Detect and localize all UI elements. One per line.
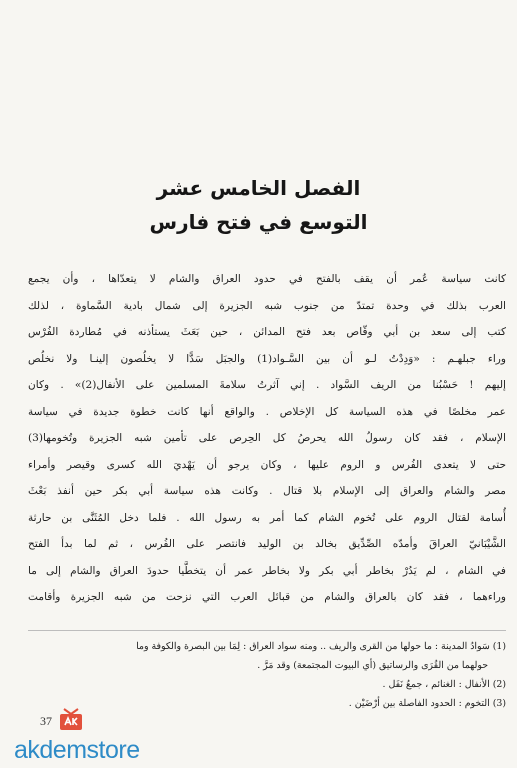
body-line: وراء جبلهـم : «وَدِدْتُ لـو أن بين السَّـواد(1) والجبَل سَدًّا لا يخلُصون إلينـا ولا نخلُص [28, 352, 506, 365]
body-text [28, 266, 506, 611]
footnote-2: (2) الأنفال : الغنائم ، جمعُ نَفَل . [382, 679, 506, 690]
chapter-number-title: الفصل الخامس عشر [156, 176, 361, 200]
body-line: أُسامة لقتال الروم على تُخوم الشام كما أمر به رسول الله . فلما دخل المُثَنَّى بن حارثة [28, 511, 506, 524]
body-line: إليهم ! حَسْبُنا من الريف السَّواد . إني آثرتُ سلامةَ المسلمين على الأنفال(2)» . وكان [28, 379, 506, 391]
footnotes [28, 637, 506, 713]
body-line: مصر والشام والعراق إلى الإسلام بلا قتال . وكانت هذه سياسة أبي بكر حين أنفذ بَعْثَ [28, 485, 506, 497]
footnote-1: (1) سَوادُ المدينة : ما حولها من القرى والريف .. ومنه سواد العراق : لِمَا بين البصرة والكوفة وما [136, 641, 506, 652]
page-number: 37 [40, 714, 52, 728]
body-line: وراءهما ، فقد كان بالعراق والشام من قبائل العرب التي نزحت من شبه الجزيرة وأقامت [28, 591, 506, 603]
body-line: كتب إلى سعد بن أبي وقّاص بعد فتح المدائن ، حين بَعَثَ يستأذنه في مُطاردة الفُرْس [28, 326, 506, 338]
body-line: العرب بذلك في وحدة تمتدّ من جنوب شبه الجزيرة إلى شمال بادية السَّماوة ، لذلك [28, 299, 506, 312]
store-name: akdemstore [14, 736, 140, 764]
footnote-3: (3) التخوم : الحدود الفاصلة بين أرْضَيْن . [348, 698, 506, 709]
body-line: كانت سياسة عُمر أن يقف بالفتح في حدود العراق والشام لا يتعدّاها ، وأن يجمع [28, 273, 506, 285]
body-line: الشَّيْبَانيّ العراقَ وأمدّه الصِّدِّيق بخالد بن الوليد فانتصر على الفُرس ، ثم لما بدأ الفتح [28, 538, 506, 550]
footnote-1-continued: حولهما من القُرَى والرساتيق (أي البيوت المجتمعة) وقد مَرَّ . [257, 660, 488, 671]
body-line: عمر مخلصًا في هذه السياسة كل الإخلاص . والواقع أنها كانت خطوة جديدة في سياسة [28, 405, 506, 418]
body-line: حتى لا يتعدى الفُرس و الروم عليها ، وكان يرجو أن يَهْديَ الله كسرى وقيصر وأمراء [28, 458, 506, 471]
chapter-title: التوسع في فتح فارس [149, 210, 368, 234]
body-line: الإسلام ، فقد كان رسولُ الله يحرصُ كل الحِرص على تأمين شبه الجزيرة وتُخومها(3) [28, 432, 506, 444]
body-line: في الشام ، لم يَدُرْ بخاطر أبي بكر ولا بخاطر عمر أن يتخطَّيا حدودَ العراق والشام إلى ما [28, 564, 506, 577]
book-logo-icon [58, 708, 84, 732]
footnote-divider [28, 630, 506, 631]
